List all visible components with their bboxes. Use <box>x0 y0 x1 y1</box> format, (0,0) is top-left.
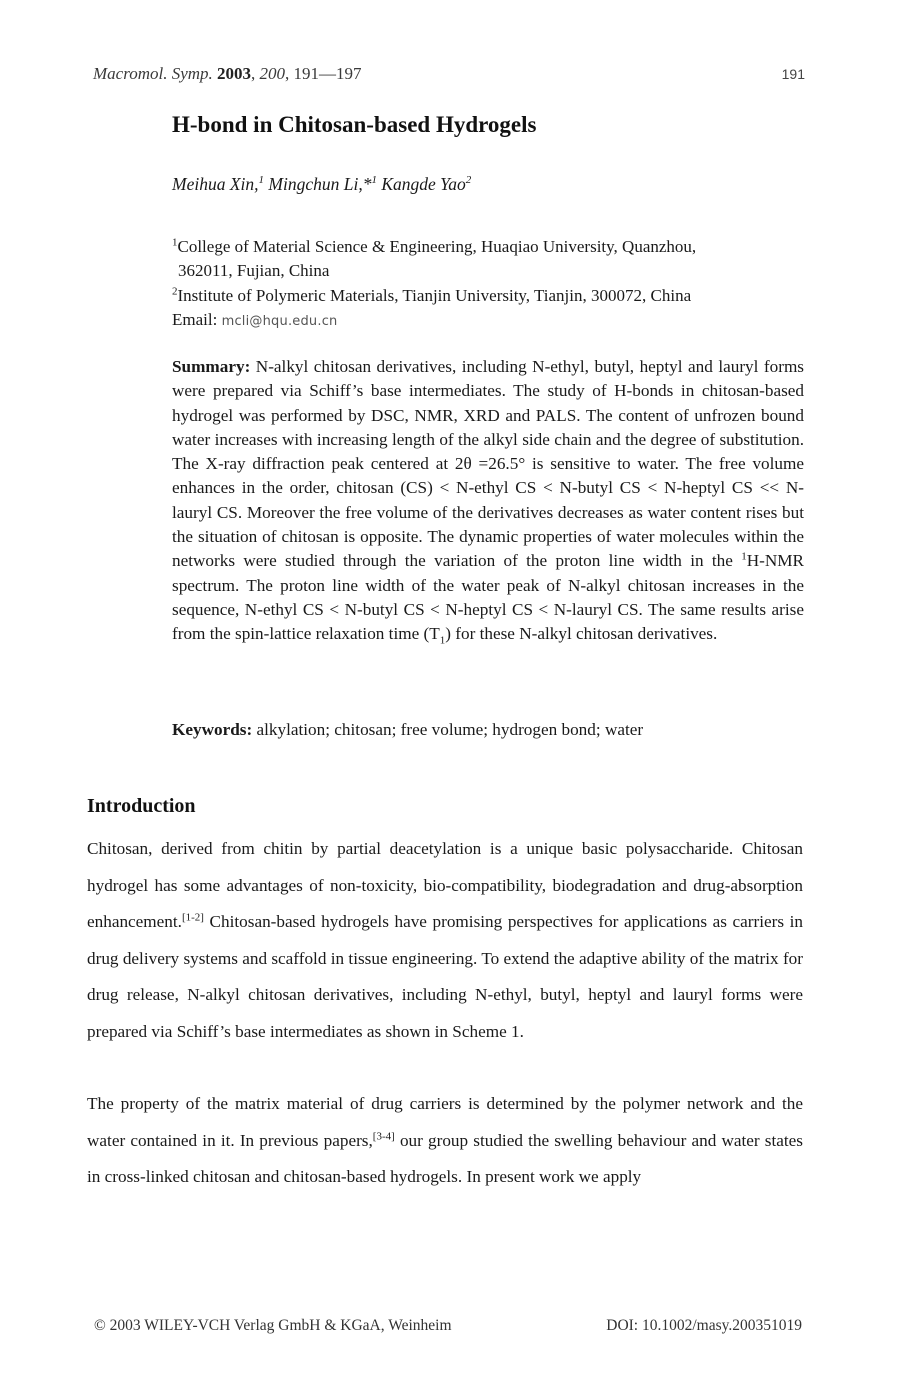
keywords <box>172 720 804 740</box>
abstract-text: ) for these N-alkyl chitosan derivatives. <box>445 624 718 644</box>
paragraph-text: Chitosan-based hydrogels have promising perspectives for applications as carriers in drug delivery systems and scaffold in tissue engineering. To extend the adaptive ability of the matrix for drug release, N-alkyl chitosan derivatives, including N-ethyl, butyl, heptyl and lauryl forms were prepared via Schiff’s base intermediates as shown in Scheme 1. <box>87 912 803 1041</box>
t1-subscript: 1 <box>439 634 446 647</box>
nmr-superscript: 1 <box>741 550 747 563</box>
abstract-label: Summary: <box>172 357 251 376</box>
page-footer <box>94 1317 802 1339</box>
paper-title: H-bond in Chitosan-based Hydrogels <box>172 112 537 137</box>
author-name: Mingchun Li,* <box>268 174 372 194</box>
email-label: Email: <box>172 310 218 329</box>
abstract <box>172 355 804 653</box>
affil-sup: 1 <box>172 236 178 249</box>
paragraph-text: Chitosan, derived from chitin by partial deacetylation is a unique basic polysaccharide. Chitosan hydrogel has some advantages of non-toxicity, bio-compatibility, biodegradation and drug-absorption enhancement. <box>87 839 803 931</box>
running-header: Macromol. Symp. 2003, 200, 191—197 191 <box>93 64 805 83</box>
affil-2-line: Institute of Polymeric Materials, Tianjin University, Tianjin, 300072, China <box>177 286 692 305</box>
journal-pages: 191—197 <box>293 64 362 83</box>
author-list <box>172 174 471 195</box>
affil-1-line-1: College of Material Science & Engineering, Huaqiao University, Quanzhou, <box>177 237 697 256</box>
author-name: Kangde Yao <box>381 174 466 194</box>
author-affil-sup: 1 <box>371 174 377 187</box>
journal-year: 2003 <box>217 64 252 83</box>
keywords-text: alkylation; chitosan; free volume; hydrogen bond; water <box>256 720 644 739</box>
intro-paragraph-1 <box>87 831 803 1050</box>
affil-sup: 2 <box>172 285 178 298</box>
citation-ref[interactable]: [3-4] <box>372 1129 395 1142</box>
author-name: Meihua Xin, <box>172 174 259 194</box>
section-heading-introduction: Introduction <box>87 795 196 817</box>
paragraph-text: our group studied the swelling behaviour and water states in cross-linked chitosan and chitosan-based hydrogels. In present work we apply <box>87 1130 803 1186</box>
email-line <box>172 308 804 334</box>
page-number: 191 <box>781 66 805 82</box>
journal-name: Macromol. Symp. <box>93 64 213 83</box>
journal-volume: 200 <box>259 64 286 83</box>
affiliation-2 <box>172 284 804 308</box>
email-link[interactable]: mcli@hqu.edu.cn <box>221 314 338 329</box>
copyright-notice: © 2003 WILEY-VCH Verlag GmbH & KGaA, Weinheim <box>94 1317 452 1334</box>
citation-ref[interactable]: [1-2] <box>181 911 204 924</box>
intro-paragraph-2 <box>87 1086 803 1196</box>
affiliation-1 <box>172 235 804 283</box>
affil-1-line-2: 362011, Fujian, China <box>178 261 330 280</box>
author-affil-sup: 2 <box>465 174 472 187</box>
doi: DOI: 10.1002/masy.200351019 <box>606 1317 802 1334</box>
paragraph-text: The property of the matrix material of drug carriers is determined by the polymer network and the water contained in it. In previous papers, <box>87 1094 803 1150</box>
keywords-label: Keywords: <box>172 720 253 739</box>
author-affil-sup: 1 <box>258 174 265 187</box>
abstract-text: H-NMR spectrum. The proton line width of the water peak of N-alkyl chitosan increases in the sequence, N-ethyl CS < N-butyl CS < N-heptyl CS < N-lauryl CS. The same results arise from the spin-lattice relaxation time (T <box>172 551 805 644</box>
abstract-text: N-alkyl chitosan derivatives, including N-ethyl, butyl, heptyl and lauryl forms were prepared via Schiff’s base intermediates. The study of H-bonds in chitosan-based hydrogel was performed by DSC, NMR, XRD and PALS. The content of unfrozen bound water increases with increasing length of the alkyl side chain and the degree of substitution. The X-ray diffraction peak centered at 2θ =26.5° is sensitive to water. The free volume enhances in the order, chitosan (CS) < N-ethyl CS < N-butyl CS < N-heptyl CS << N-lauryl CS. Moreover the free volume of the derivatives decreases as water content rises but the situation of chitosan is opposite. The dynamic properties of water molecules within the networks were studied through the variation of the proton line width in the <box>172 357 804 571</box>
